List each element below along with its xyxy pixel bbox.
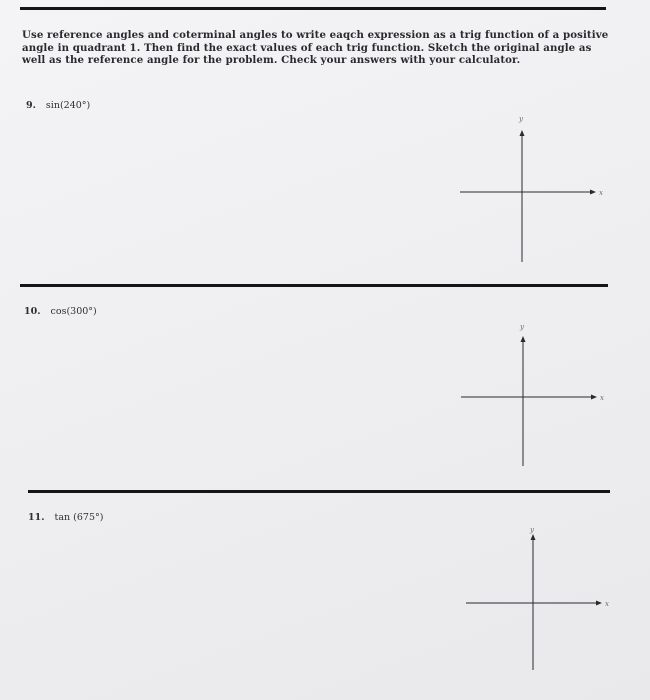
problem-10 [24,306,97,317]
problem-number: 9. [26,100,36,111]
problem-expression: cos(300°) [50,306,97,317]
coordinate-axes [456,318,606,473]
x-axis-arrow-icon [591,395,597,400]
y-axis-arrow-icon [521,336,526,342]
problem-9 [26,100,90,111]
problem-expression: sin(240°) [45,100,91,111]
top-divider [20,7,606,10]
problem-number: 11. [28,512,45,523]
problem-11 [28,512,103,523]
divider-9-10 [20,284,608,287]
y-axis-label: y [519,115,523,123]
divider-10-11 [28,490,610,493]
x-axis-arrow-icon [590,190,596,195]
coordinate-axes [455,110,605,265]
x-axis-label: x [605,600,609,608]
y-axis-arrow-icon [520,130,525,136]
problem-number: 10. [24,306,41,317]
coordinate-axes [462,525,612,675]
x-axis-label: x [600,394,604,402]
x-axis-label: x [599,189,603,197]
problem-expression: tan (675°) [54,512,104,523]
x-axis-arrow-icon [596,601,602,606]
y-axis-arrow-icon [531,534,536,540]
instructions-text: Use reference angles and coterminal angles to write eaqch expression as a trig function of a positive angle in quadrant 1. Then find the exact values of each trig function. Sketch the original angle as well as the reference angle for the problem. Check your answers with your calculator. [22,29,609,67]
y-axis-label: y [520,323,524,331]
y-axis-label: y [530,526,534,534]
